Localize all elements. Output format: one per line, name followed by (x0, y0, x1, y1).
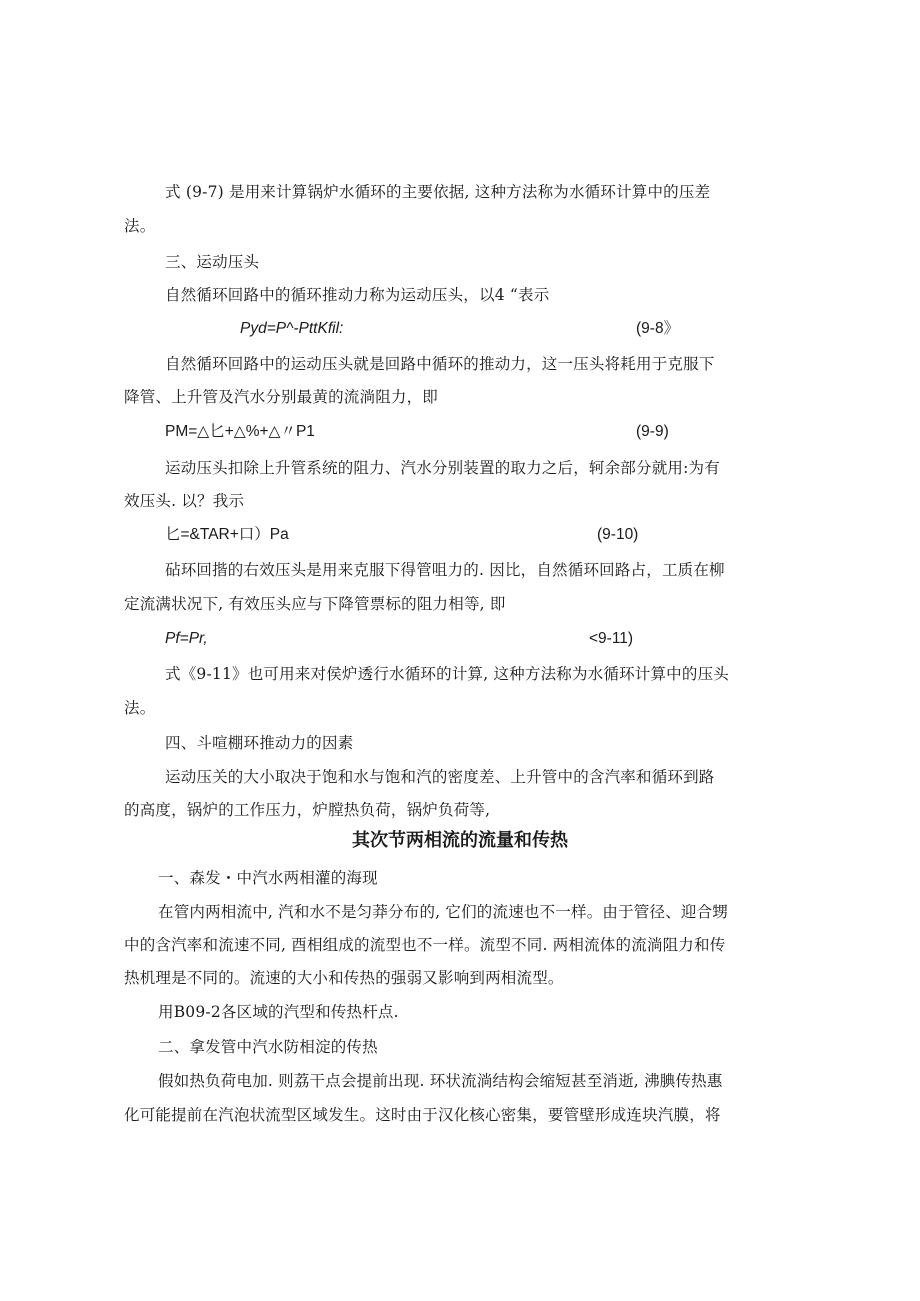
equation-number: (9-10) (597, 526, 639, 543)
subheading: 一、森发・中汽水两相灌的海现 (158, 869, 378, 887)
equation-number: <9-11) (589, 630, 634, 647)
paragraph-line: 的高度，锅炉的工作压力，炉膛热负荷，锅炉负荷等, (124, 801, 491, 819)
equation-9-9 (165, 421, 315, 443)
equation-9-8 (240, 318, 343, 340)
paragraph-line: 定流满状况下, 有效压头应与下降管票标的阻力相等, 即 (124, 595, 506, 613)
equation-number: (9-9) (636, 423, 669, 440)
paragraph-line: 用B09-2各区域的汽型和传热杆点. (158, 1003, 399, 1021)
equation-formula: Pf=Pr, (165, 630, 208, 647)
equation-9-11 (165, 628, 208, 650)
paragraph-line: 砧环回揩的右效压头是用来克服下得管咀力的. 因比，自然循环回路占，工质在柳 (165, 561, 725, 579)
paragraph-line: 式 (9-7) 是用来计算锅炉水循环的主要依据, 这种方法称为水循环计算中的压差 (165, 183, 711, 201)
paragraph-line: 法。 (124, 699, 156, 717)
equation-formula: Pyd=P^-PttKfil: (240, 320, 344, 337)
paragraph-line: 降管、上升管及汽水分别最黄的流淌阻力，即 (124, 388, 439, 406)
equation-formula: PM=△匕+△%+△〃P1 (165, 423, 315, 440)
heading-motion-head: 三、运动压头 (165, 253, 260, 271)
paragraph-line: 自然循环回路中的循环推动力称为运动压头，以4 “表示 (165, 286, 550, 304)
paragraph-line: 热机理是不同的。流速的大小和传热的强弱又影响到两相流型。 (124, 969, 564, 987)
paragraph-line: 中的含汽率和流速不同, 酉相组成的流型也不一样。流型不同. 两相流体的流淌阻力和传 (124, 936, 726, 954)
paragraph-line: 运动压关的大小取决于饱和水与饱和汽的密度差、上升管中的含汽率和循环到路 (165, 768, 715, 786)
subheading: 二、拿发管中汽水防相淀的传热 (158, 1038, 378, 1056)
equation-9-10 (165, 524, 289, 546)
heading-driving-force-factors: 四、斗喧棚环推动力的因素 (165, 734, 354, 752)
equation-formula: 匕=&TAR+口）Pa (165, 526, 289, 543)
paragraph-line: 自然循环回路中的运动压头就是回路中循环的推动力，这一压头将耗用于克服下 (165, 355, 715, 373)
paragraph-line: 运动压头扣除上升管系统的阻力、汽水分别装置的取力之后，轲余部分就用:为有 (165, 459, 720, 477)
paragraph-line: 法。 (124, 217, 156, 235)
paragraph-line: 在管内两相流中, 汽和水不是匀莽分布的, 它们的流速也不一样。由于管径、迎合甥 (158, 903, 729, 921)
section-title: 其次节两相流的流量和传热 (352, 830, 568, 851)
paragraph-line: 效压头. 以？我示 (124, 492, 245, 510)
paragraph-line: 化可能提前在汽泡状流型区域发生。这时由于汉化核心密集，要管壁形成连块汽膜，将 (124, 1106, 721, 1124)
paragraph-line: 式《9-11》也可用来对侯炉透行水循环的计算, 这种方法称为水循环计算中的压头 (165, 665, 729, 683)
equation-number: (9-8》 (636, 320, 680, 337)
paragraph-line: 假如热负荷电加. 则荔干点会提前出现. 环状流淌结构会缩短甚至消逝, 沸腆传热惠 (158, 1072, 723, 1090)
